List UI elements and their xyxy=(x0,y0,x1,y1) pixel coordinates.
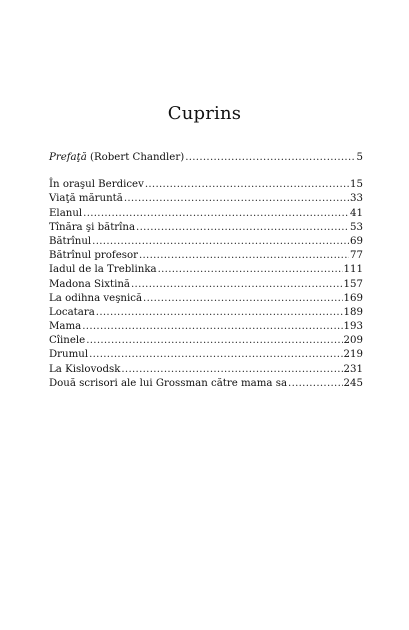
toc-entry xyxy=(49,249,363,263)
dot-leader xyxy=(143,292,343,306)
dot-leader xyxy=(83,207,349,221)
toc-entry-page: 245 xyxy=(343,377,363,389)
toc-entry-page: 69 xyxy=(350,235,363,247)
toc-entry xyxy=(49,235,363,249)
toc-entry-label: Drumul xyxy=(49,349,89,361)
toc-entry-label-italic: Prefaţă xyxy=(49,152,87,163)
toc-entry xyxy=(49,263,363,277)
toc-entry-page: 111 xyxy=(343,264,363,276)
dot-leader xyxy=(145,178,349,192)
toc-entry-label: La odihna veşnică xyxy=(49,292,143,304)
toc-entry-page: 33 xyxy=(350,193,363,205)
toc-entry-label xyxy=(49,151,184,165)
toc-entry-page: 157 xyxy=(343,278,363,290)
toc-entry-label: Cîinele xyxy=(49,335,86,347)
dot-leader xyxy=(158,263,343,277)
toc-entry xyxy=(49,292,363,306)
toc-entry xyxy=(49,207,363,221)
toc-entry-page: 231 xyxy=(343,363,363,375)
dot-leader xyxy=(124,192,349,206)
page-title: Cuprins xyxy=(167,103,242,124)
toc-entry xyxy=(49,278,363,292)
toc-entry-label: Două scrisori ale lui Grossman către mama sa xyxy=(49,377,288,389)
toc-entry-page: 77 xyxy=(350,250,363,262)
dot-leader xyxy=(185,151,355,165)
dot-leader xyxy=(139,249,349,263)
toc-entry xyxy=(49,348,363,362)
dot-leader xyxy=(121,363,342,377)
table-of-contents xyxy=(49,151,363,391)
toc-entry-label: La Kislovodsk xyxy=(49,363,121,375)
toc-entry-page: 193 xyxy=(343,321,363,333)
toc-entry-page: 209 xyxy=(343,335,363,347)
toc-entry-page: 15 xyxy=(350,179,363,191)
dot-leader xyxy=(288,377,343,391)
toc-entry-label: Bătrînul xyxy=(49,235,92,247)
toc-entry xyxy=(49,178,363,192)
dot-leader xyxy=(136,221,349,235)
toc-entry xyxy=(49,363,363,377)
toc-entry xyxy=(49,377,363,391)
toc-entry xyxy=(49,320,363,334)
toc-entry-label: Iadul de la Treblinka xyxy=(49,264,157,276)
toc-entry-page: 219 xyxy=(343,349,363,361)
toc-entry-label: Mama xyxy=(49,321,82,333)
toc-entry xyxy=(49,334,363,348)
toc-entry-page: 189 xyxy=(343,306,363,318)
toc-entry-label-rest: (Robert Chandler) xyxy=(86,152,185,163)
toc-entry-page: 169 xyxy=(343,292,363,304)
toc-entry-label: Elanul xyxy=(49,207,83,219)
toc-entry-label: Tînăra şi bătrîna xyxy=(49,221,136,233)
dot-leader xyxy=(96,306,343,320)
dot-leader xyxy=(86,334,342,348)
toc-entry-label: În oraşul Berdicev xyxy=(49,179,144,191)
toc-entry-label: Viaţă măruntă xyxy=(49,193,123,205)
toc-entry-label: Locatara xyxy=(49,306,95,318)
toc-entry-label: Madona Sixtină xyxy=(49,278,131,290)
toc-entry-page: 5 xyxy=(356,152,363,163)
dot-leader xyxy=(92,235,349,249)
toc-entry-page: 53 xyxy=(350,221,363,233)
toc-entry xyxy=(49,306,363,320)
dot-leader xyxy=(131,278,343,292)
toc-entry-page: 41 xyxy=(350,207,363,219)
dot-leader xyxy=(89,348,342,362)
toc-entry-label: Bătrînul profesor xyxy=(49,250,138,262)
toc-entry xyxy=(49,221,363,235)
toc-entry xyxy=(49,192,363,206)
toc-entry-preface xyxy=(49,151,363,165)
dot-leader xyxy=(82,320,342,334)
